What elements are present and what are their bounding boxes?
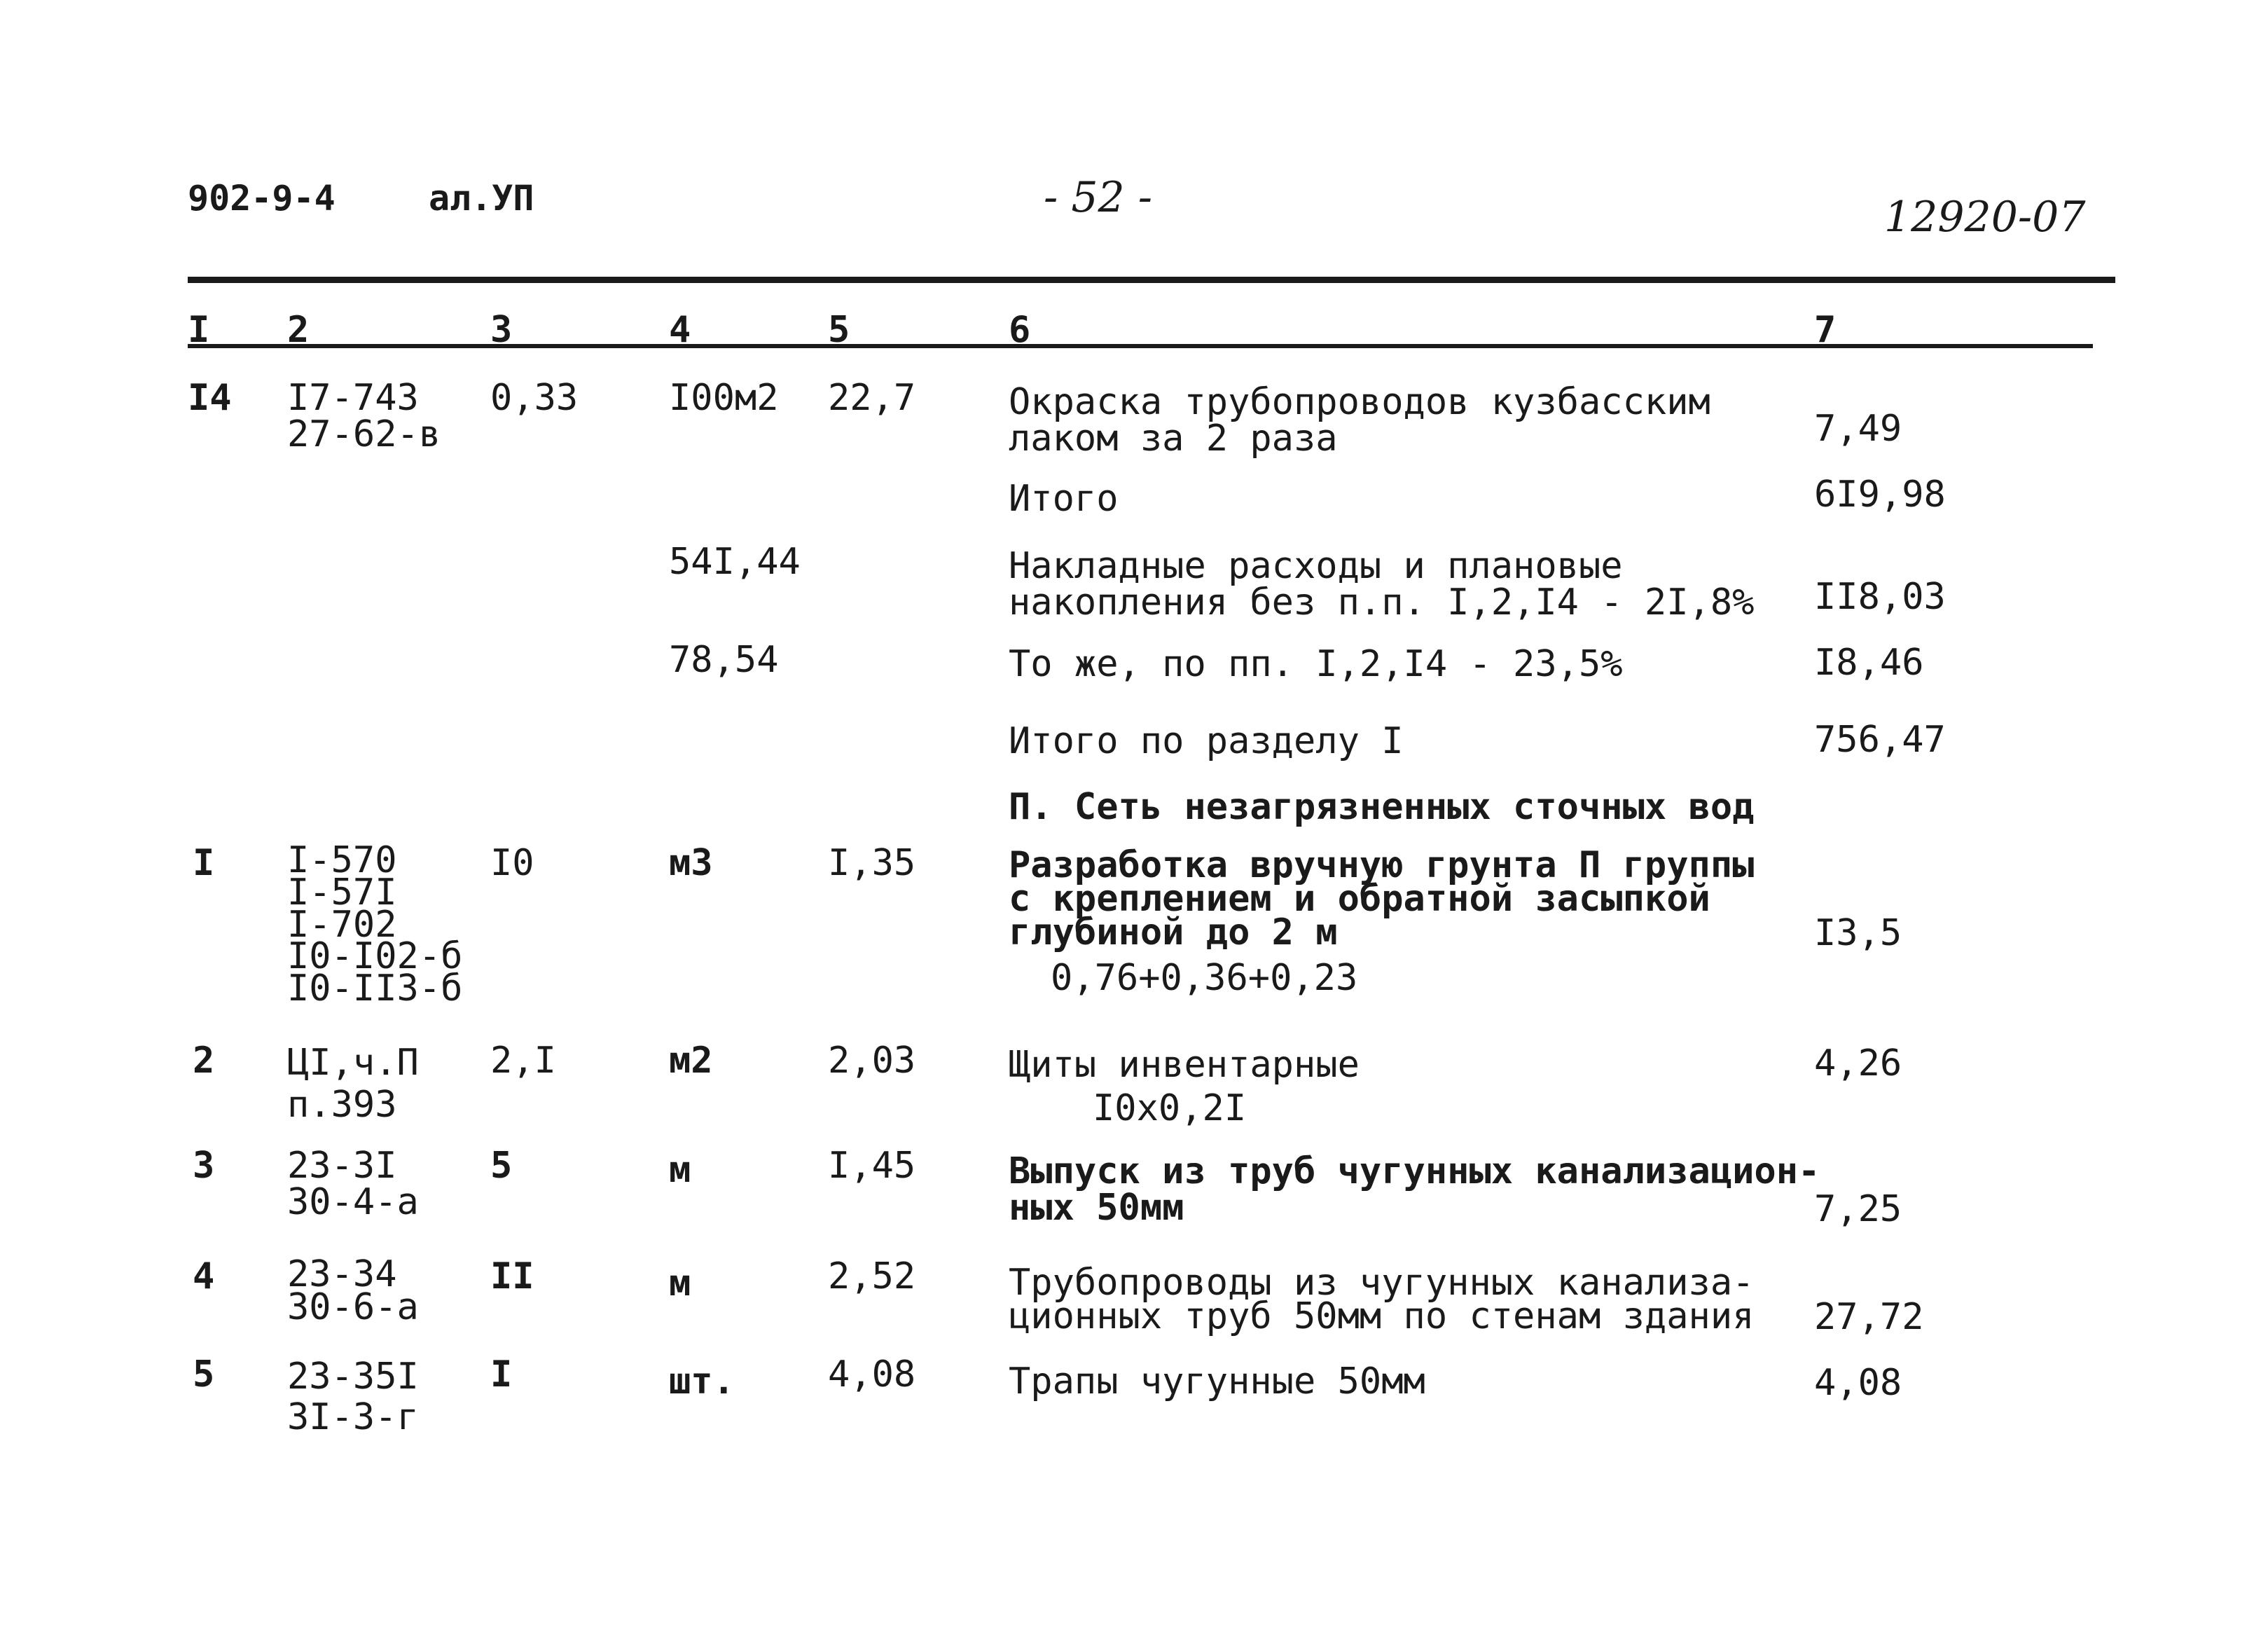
total-cost: 27,72 (1814, 1296, 1924, 1338)
quantity: I0 (490, 842, 534, 884)
rate-codes (287, 377, 441, 455)
quantity: I (490, 1353, 513, 1396)
description-line: Трубопроводы из чугунных канализа- (1009, 1262, 1755, 1304)
col-header-4: 4 (669, 309, 691, 351)
unit-price: 2,52 (828, 1255, 916, 1297)
description (1009, 844, 1755, 953)
base-amount: 54I,44 (669, 541, 801, 583)
unit: м3 (669, 842, 713, 884)
total-cost: I3,5 (1814, 912, 1902, 954)
header-rule (188, 344, 2093, 348)
unit: м2 (669, 1040, 713, 1082)
total-cost: 4,26 (1814, 1042, 1902, 1084)
rate-code: 27-62-в (287, 413, 441, 455)
rate-code: 23-3I (287, 1145, 397, 1187)
base-amount: 78,54 (669, 639, 779, 681)
description-line: ных 50мм (1009, 1187, 1184, 1229)
rate-code: I7-743 (287, 377, 419, 419)
description-line: с креплением и обратной засыпкой (1009, 877, 1710, 920)
rate-code: I-570 (287, 839, 397, 881)
col-header-6: 6 (1009, 309, 1031, 351)
unit-price: 4,08 (828, 1353, 916, 1396)
description (1009, 1150, 1820, 1229)
description-line: Окраска трубопроводов кузбасским (1009, 381, 1710, 423)
quantity: 0,33 (490, 377, 579, 419)
rate-code: I0-II3-б (287, 967, 463, 1010)
page-number: - 52 - (1044, 173, 1153, 222)
col-header-3: 3 (490, 309, 513, 351)
unit-price: I,35 (828, 842, 916, 884)
description-line: Разработка вручную грунта П группы (1009, 844, 1755, 886)
unit: шт. (669, 1360, 735, 1403)
description: То же, по пп. I,2,I4 - 23,5% (1009, 643, 1623, 685)
col-header-5: 5 (828, 309, 850, 351)
unit-price: 22,7 (828, 377, 916, 419)
quantity-calculation: 0,76+0,36+0,23 (1051, 957, 1358, 999)
quantity: 2,I (490, 1040, 556, 1082)
rate-code: 23-34 (287, 1253, 397, 1295)
col-header-2: 2 (287, 309, 310, 351)
rate-code: 3I-3-г (287, 1396, 419, 1439)
rate-code: I-57I (287, 871, 397, 914)
rate-codes (287, 1356, 419, 1438)
rate-code: I0-I02-б (287, 935, 463, 978)
quantity-calculation: I0x0,2I (1093, 1087, 1247, 1129)
quantity: II (490, 1255, 534, 1297)
total-cost: II8,03 (1814, 576, 1946, 618)
unit: м (669, 1149, 691, 1191)
inventory-number: 12920-07 (1884, 193, 2086, 242)
description (1009, 1262, 1755, 1337)
col-header-1: I (188, 309, 210, 351)
rate-codes (287, 1253, 419, 1328)
description-line: лаком за 2 раза (1009, 418, 1338, 460)
section-title: П. Сеть незагрязненных сточных вод (1009, 786, 1755, 828)
total-cost: 7,25 (1814, 1188, 1902, 1230)
album-label: ал.УП (429, 178, 534, 219)
rate-code: 30-4-а (287, 1181, 419, 1223)
row-number: I (193, 842, 215, 884)
description (1009, 545, 1755, 623)
total-cost: I8,46 (1814, 642, 1924, 684)
top-rule (188, 277, 2115, 283)
col-header-7: 7 (1814, 309, 1837, 351)
description-line: Накладные расходы и плановые (1009, 545, 1623, 587)
rate-code: ЦI,ч.П (287, 1042, 419, 1084)
row-number: 5 (193, 1353, 215, 1396)
rate-code: п.393 (287, 1083, 397, 1126)
row-number: 4 (193, 1255, 215, 1297)
total-cost: 756,47 (1814, 719, 1946, 761)
unit: I00м2 (669, 377, 779, 419)
rate-codes (287, 1042, 419, 1126)
row-number: I4 (188, 377, 232, 419)
rate-code: I-702 (287, 903, 397, 946)
rate-code: 30-6-а (287, 1286, 419, 1328)
unit-price: I,45 (828, 1145, 916, 1187)
description: Трапы чугунные 50мм (1009, 1360, 1425, 1403)
total-cost: 7,49 (1814, 408, 1902, 450)
total-cost: 4,08 (1814, 1362, 1902, 1404)
description-line: Выпуск из труб чугунных канализацион- (1009, 1150, 1820, 1192)
description-line: накопления без п.п. I,2,I4 - 2I,8% (1009, 581, 1755, 623)
description: Щиты инвентарные (1009, 1044, 1360, 1086)
rate-code: 23-35I (287, 1356, 419, 1398)
description-line: ционных труб 50мм по стенам здания (1009, 1295, 1755, 1337)
description (1009, 381, 1710, 460)
unit: м (669, 1262, 691, 1304)
description: Итого (1009, 478, 1119, 520)
rate-codes (287, 839, 463, 1010)
description-line: глубиной до 2 м (1009, 911, 1338, 953)
row-number: 3 (193, 1145, 215, 1187)
quantity: 5 (490, 1145, 513, 1187)
rate-codes (287, 1145, 419, 1223)
row-number: 2 (193, 1040, 215, 1082)
total-cost: 6I9,98 (1814, 474, 1946, 516)
unit-price: 2,03 (828, 1040, 916, 1082)
description: Итого по разделу I (1009, 720, 1404, 762)
document-code: 902-9-4 (188, 178, 336, 219)
